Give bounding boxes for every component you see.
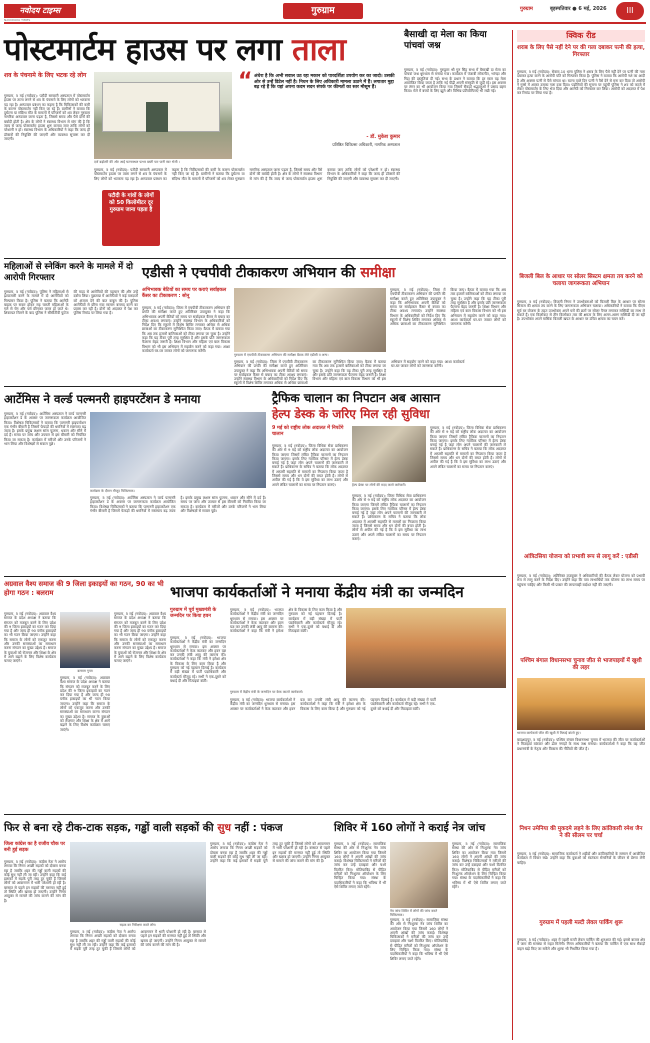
masthead-edition: गुरुग्राम: [520, 6, 533, 12]
bjp-headline: भाजपा कार्यकर्ताओं ने मनाया केंद्रीय मंत्री का जन्मदिन: [170, 583, 464, 601]
masthead-section: गुरुग्राम: [283, 3, 363, 19]
women-body: गुरुग्राम, 5 मई (नवोदय): पुलिस ने महिलाओं से झपटमारी करने के मामले में दो आरोपियों को गिरफ्तार किया है। पुलिस ने बताया कि आरोपी बाइक पर सवार होकर राह चलती महिलाओं के गले से चेन और पर्स छीनकर फरार हो जाते थे। शिकायत मिलने के बाद पुलिस ने सीसीटीवी फुटेज की मदद से आरोपियों की पहचान की और उन्हें दबोच लिया। पूछताछ में आरोपियों ने कई वारदातों को अंजाम देने की बात कबूल की है। पुलिस आरोपियों से छीना गया सामान बरामद करने का प्रयास कर रही है। दोनों को अदालत में पेश कर पुलिस रिमांड पर लिया गया है।: [4, 290, 138, 316]
vaccine-body-left: गुरुग्राम, 5 मई (नवोदय): जिला में एचपीवी टीकाकरण अभियान की प्रगति की समीक्षा करते हुए अतिरिक्त उपायुक्त ने कहा कि अभिभावक अपनी बेटियों को समय पर सर्वाइकल कैंसर से बचाव का टीका अवश्य लगवाएं। उन्होंने स्वास्थ्य विभाग के अधिकारियों को निर्देश दिए कि स्कूलों में विशेष शिविर लगाकर अधिक से अधिक छात्राओं का टीकाकरण सुनिश्चित किया जाए। बैठक में बताया गया कि अब तक हजारों बालिकाओं को टीका लगाया जा चुका है। उन्होंने कहा कि यह टीका पूरी तरह सुरक्षित है और इसके प्रति जागरूकता फैलाना बेहद जरूरी है। शिक्षा विभाग और महिला एवं बाल विकास विभाग को भी इस अभियान में सहयोग करने को कहा गया। आशा कार्यकर्ता घर-घर जाकर लोगों को जागरूक करेंगी।: [142, 306, 230, 353]
section-divider-2: [4, 386, 506, 387]
bjp-body-left: गुरुग्राम, 5 मई (नवोदय): भाजपा कार्यकर्ताओं ने केंद्रीय मंत्री का जन्मदिन धूमधाम से मनाया। इस अवसर पर कार्यकर्ताओं ने केक काटकर और हवन यज्ञ कर उनकी लंबी आयु की कामना की। कार्यकर्ताओं ने कहा कि मंत्री ने हमेशा क्षेत्र के विकास के लिए काम किया है और गुरुग्राम को नई पहचान दिलाई है। कार्यक्रम में बड़ी संख्या में पार्टी पदाधिकारी और कार्यकर्ता मौजूद रहे। सभी ने एक-दूसरे को बधाई दी और मिठाइयां बांटीं।: [170, 636, 226, 683]
agrawal-body-left: गुरुग्राम, 5 मई (नवोदय): अग्रवाल वैश्य समाज के प्रदेश अध्यक्ष ने बताया कि संगठन को मजबूत करने के लिए प्रदेश की 9 जिला इकाइयों का गठन कर दिया गया है और जल्द ही 90 ब्लॉक इकाइयों का भी गठन किया जाएगा। उन्होंने कहा कि समाज के लोगों को एकजुट करना और उनकी समस्याओं का समाधान करना संगठन का मुख्य उद्देश्य है। समाज के युवाओं को रोजगार और शिक्षा के क्षेत्र में आगे बढ़ाने के लिए विशेष कार्यक्रम चलाए जाएंगे।: [4, 612, 56, 664]
camp-body-right: गुरुग्राम, 5 मई (नवोदय): सामाजिक संस्था की ओर से निःशुल्क नेत्र जांच शिविर का आयोजन किया गया जिसमें 160 लोगों ने अपनी आंखों की जांच कराई। विशेषज्ञ चिकित्सकों ने मरीजों की जांच कर उन्हें दवाइयां और चश्मे वितरित किए। मोतियाबिंद से पीड़ित मरीजों को निःशुल्क ऑपरेशन के लिए चिन्हित किया गया। संस्था के पदाधिकारियों ने कहा कि भविष्य में भी ऐसे शिविर लगाए जाते रहेंगे।: [452, 842, 506, 889]
traffic-body-mid: गुरुग्राम, 5 मई (नवोदय): जिला विधिक सेवा प्राधिकरण की ओर से 9 मई को राष्ट्रीय लोक अदालत का आयोजन किया जाएगा जिसमें लंबित ट्रैफिक चालानों का निपटान किया जाएगा। इसके लिए न्यायिक परिसर में हेल्प डेस्क बनाई गई है जहां लोग अपने चालानों की जानकारी ले सकते हैं। प्राधिकरण के सचिव ने बताया कि लोक अदालत में आपसी सहमति से मामलों का निपटारा किया जाता है जिससे समय और धन दोनों की बचत होती है। लोगों से अपील की गई है कि वे इस सुविधा का लाभ उठाएं और अपने लंबित चालानों का समय पर निपटान कराएं।: [352, 494, 426, 541]
agrawal-headline: अग्रवाल वैश्य समाज की 9 जिला इकाइयों का गठन, 90 का भी होगा गठन : बलराम: [4, 580, 164, 597]
camp-story: [334, 818, 506, 1040]
quickread-item-6-body: गुरुग्राम, 5 मई (नवोदय): शहर में पहली मल्टी लेवल पार्किंग की शुरुआत की गई। इससे बाजार क्षेत्र में जाम की समस्या से राहत मिलेगी। निगम अधिकारियों ने बताया कि पार्किंग में एक साथ सैकड़ों वाहन खड़े किए जा सकेंगे और शुल्क भी निर्धारित किया गया है।: [517, 938, 645, 951]
roads-body-mid: गुरुग्राम, 5 मई (नवोदय): कांग्रेस नेता ने आरोप लगाया कि निगम अच्छी सड़कों को दोबारा बनवा रहा है जबकि शहर की गड्ढों वाली सड़कों की कोई सुध नहीं ली जा रही। उन्होंने कहा कि कई इलाकों में सड़कें पूरी तरह टूट चुकी हैं जिससे लोगों को आवागमन में भारी परेशानी हो रही है। बरसात से पहले इन सड़कों की मरम्मत नहीं हुई तो स्थिति और खराब हो जाएगी। उन्होंने निगम आयुक्त से मामले की जांच कराने की मांग की है।: [70, 930, 206, 952]
traffic-body-left: गुरुग्राम, 5 मई (नवोदय): जिला विधिक सेवा प्राधिकरण की ओर से 9 मई को राष्ट्रीय लोक अदालत का आयोजन किया जाएगा जिसमें लंबित ट्रैफिक चालानों का निपटान किया जाएगा। इसके लिए न्यायिक परिसर में हेल्प डेस्क बनाई गई है जहां लोग अपने चालानों की जानकारी ले सकते हैं। प्राधिकरण के सचिव ने बताया कि लोक अदालत में आपसी सहमति से मामलों का निपटारा किया जाता है जिससे समय और धन दोनों की बचत होती है। लोगों से अपील की गई है कि वे इस सुविधा का लाभ उठाएं और अपने लंबित चालानों का समय पर निपटान कराएं।: [272, 444, 348, 487]
page-number: III: [616, 2, 644, 20]
bjp-caption: गुरुग्राम में केंद्रीय मंत्री के जन्मदिन पर केक काटते कार्यकर्ता।: [230, 690, 304, 694]
artemis-headline: आर्टेमिस ने वर्ल्ड पल्मनरी हाइपरटेंशन डे मनाया: [4, 392, 201, 406]
vaccine-headline-highlight: समीक्षा: [360, 265, 396, 281]
quickread-item-6-headline: गुरुग्राम में पहली मल्टी लेवल पार्किंग शुरू: [539, 920, 623, 926]
bjp-body-bottom: गुरुग्राम, 5 मई (नवोदय): भाजपा कार्यकर्ताओं ने केंद्रीय मंत्री का जन्मदिन धूमधाम से मनाया। इस अवसर पर कार्यकर्ताओं ने केक काटकर और हवन यज्ञ कर उनकी लंबी आयु की कामना की। कार्यकर्ताओं ने कहा कि मंत्री ने हमेशा क्षेत्र के विकास के लिए काम किया है और गुरुग्राम को नई पहचान दिलाई है। कार्यक्रम में बड़ी संख्या में पार्टी पदाधिकारी और कार्यकर्ता मौजूद रहे। सभी ने एक-दूसरे को बधाई दी और मिठाइयां बांटीं।: [230, 698, 436, 711]
quickread-item-4-body: बादशाहपुर, 5 मई (नवोदय): पश्चिम बंगाल विधानसभा चुनाव में भाजपा की जीत पर कार्यकर्ताओं ने मिठाइयां बांटकर और ढोल नगाड़ों के साथ जश्न मनाया। कार्यकर्ताओं ने कहा कि यह जीत प्रधानमंत्री के नेतृत्व और विकास की नीतियों की जीत है।: [517, 738, 645, 751]
traffic-kicker: 9 मई को राष्ट्रीय लोक अदालत में निपटेंगे चालान: [272, 426, 344, 437]
quickread-item-3-body: गुरुग्राम, 5 मई (नवोदय): अतिरिक्त उपायुक्त ने अधिकारियों की बैठक लेकर योजना को प्रभावी रूप से लागू करने के निर्देश दिए। उन्होंने कहा कि पात्र लाभार्थियों तक योजना का लाभ समय पर पहुंचना चाहिए और किसी भी प्रकार की लापरवाही बर्दाश्त नहीं की जाएगी।: [517, 574, 645, 587]
section-divider-4: [4, 814, 506, 815]
roads-story: [4, 818, 330, 1040]
women-story: [4, 262, 138, 382]
bjp-body-mid: गुरुग्राम, 5 मई (नवोदय): भाजपा कार्यकर्ताओं ने केंद्रीय मंत्री का जन्मदिन धूमधाम से मनाया। इस अवसर पर कार्यकर्ताओं ने केक काटकर और हवन यज्ञ कर उनकी लंबी आयु की कामना की। कार्यकर्ताओं ने कहा कि मंत्री ने हमेशा क्षेत्र के विकास के लिए काम किया है और गुरुग्राम को नई पहचान दिलाई है। कार्यक्रम में बड़ी संख्या में पार्टी पदाधिकारी और कार्यकर्ता मौजूद रहे। सभी ने एक-दूसरे को बधाई दी और मिठाइयां बांटीं।: [230, 608, 342, 634]
camp-photo: [390, 842, 448, 908]
vaccine-body-mid: गुरुग्राम, 5 मई (नवोदय): जिला में एचपीवी टीकाकरण अभियान की प्रगति की समीक्षा करते हुए अतिरिक्त उपायुक्त ने कहा कि अभिभावक अपनी बेटियों को समय पर सर्वाइकल कैंसर से बचाव का टीका अवश्य लगवाएं। उन्होंने स्वास्थ्य विभाग के अधिकारियों को निर्देश दिए कि स्कूलों में विशेष शिविर लगाकर अधिक से अधिक छात्राओं का टीकाकरण सुनिश्चित किया जाए। बैठक में बताया गया कि अब तक हजारों बालिकाओं को टीका लगाया जा चुका है। उन्होंने कहा कि यह टीका पूरी तरह सुरक्षित है और इसके प्रति जागरूकता फैलाना बेहद जरूरी है। शिक्षा विभाग और महिला एवं बाल विकास विभाग को भी इस अभियान में सहयोग करने को कहा गया। आशा कार्यकर्ता घर-घर जाकर लोगों को जागरूक करेंगी।: [234, 360, 465, 386]
quote-author: - डॉ. मुकेश कुमार: [366, 134, 400, 140]
quickread-item-5-body: गुरुग्राम, 5 मई (नवोदय): सामाजिक कार्यकर्ता ने शहीदों और क्रांतिकारियों के सम्मान में आयोजित कार्यक्रम में विचार रखे। उन्होंने कहा कि युवाओं को स्वतंत्रता सेनानियों के जीवन से प्रेरणा लेनी चाहिए।: [517, 852, 645, 865]
quote-mark-icon: “: [238, 69, 253, 94]
roads-photo: [70, 842, 206, 922]
bjp-photo: [346, 608, 506, 688]
traffic-body-right: गुरुग्राम, 5 मई (नवोदय): जिला विधिक सेवा प्राधिकरण की ओर से 9 मई को राष्ट्रीय लोक अदालत का आयोजन किया जाएगा जिसमें लंबित ट्रैफिक चालानों का निपटान किया जाएगा। इसके लिए न्यायिक परिसर में हेल्प डेस्क बनाई गई है जहां लोग अपने चालानों की जानकारी ले सकते हैं। प्राधिकरण के सचिव ने बताया कि लोक अदालत में आपसी सहमति से मामलों का निपटारा किया जाता है जिससे समय और धन दोनों की बचत होती है। लोगों से अपील की गई है कि वे इस सुविधा का लाभ उठाएं और अपने लंबित चालानों का समय पर निपटान कराएं।: [430, 426, 506, 469]
masthead-tiny: NAVODAYA TIMES: [4, 18, 31, 22]
baisakhi-headline: बैसाखी दा मेला का किया पांचवां जश्न: [404, 30, 487, 51]
roads-headline-highlight: सुध: [217, 822, 232, 834]
agrawal-body-mid: गुरुग्राम, 5 मई (नवोदय): अग्रवाल वैश्य समाज के प्रदेश अध्यक्ष ने बताया कि संगठन को मजबूत करने के लिए प्रदेश की 9 जिला इकाइयों का गठन कर दिया गया है और जल्द ही 90 ब्लॉक इकाइयों का भी गठन किया जाएगा। उन्होंने कहा कि समाज के लोगों को एकजुट करना और उनकी समस्याओं का समाधान करना संगठन का मुख्य उद्देश्य है। समाज के युवाओं को रोजगार और शिक्षा के क्षेत्र में आगे बढ़ाने के लिए विशेष कार्यक्रम चलाए जाएंगे।: [60, 676, 110, 732]
quickread-item-2-body: गुरुग्राम, 5 मई (नवोदय): बिजली निगम ने उपभोक्ताओं को बिजली बिल के आधार पर सोलर सिस्टम की क्षमता तय करने के लिए जागरूकता अभियान चलाया। अधिकारियों ने बताया कि पीएम सूर्य घर योजना के तहत उपभोक्ता अपने घरों की छतों पर सोलर पैनल लगाकर सब्सिडी का लाभ ले सकते हैं। एक किलोवाट से तीन किलोवाट तक की क्षमता के लिए अलग-अलग सब्सिडी दी जा रही है। उपभोक्ता अपने मासिक बिजली खपत के आधार पर उचित क्षमता का चयन करें।: [517, 300, 645, 322]
camp-headline: शिविर में 160 लोगों ने कराई नेत्र जांच: [334, 822, 486, 834]
vaccine-body-right: गुरुग्राम, 5 मई (नवोदय): जिला में एचपीवी टीकाकरण अभियान की प्रगति की समीक्षा करते हुए अतिरिक्त उपायुक्त ने कहा कि अभिभावक अपनी बेटियों को समय पर सर्वाइकल कैंसर से बचाव का टीका अवश्य लगवाएं। उन्होंने स्वास्थ्य विभाग के अधिकारियों को निर्देश दिए कि स्कूलों में विशेष शिविर लगाकर अधिक से अधिक छात्राओं का टीकाकरण सुनिश्चित किया जाए। बैठक में बताया गया कि अब तक हजारों बालिकाओं को टीका लगाया जा चुका है। उन्होंने कहा कि यह टीका पूरी तरह सुरक्षित है और इसके प्रति जागरूकता फैलाना बेहद जरूरी है। शिक्षा विभाग और महिला एवं बाल विकास विभाग को भी इस अभियान में सहयोग करने को कहा गया। आशा कार्यकर्ता घर-घर जाकर लोगों को जागरूक करेंगी।: [390, 288, 506, 327]
roads-headline-suffix: नहीं : पंकज: [234, 822, 283, 834]
artemis-photo: [90, 412, 266, 488]
artemis-caption: कार्यक्रम के दौरान मौजूद चिकित्सक।: [90, 489, 135, 493]
main-headline: [4, 30, 400, 70]
camp-body-left: गुरुग्राम, 5 मई (नवोदय): सामाजिक संस्था की ओर से निःशुल्क नेत्र जांच शिविर का आयोजन किया गया जिसमें 160 लोगों ने अपनी आंखों की जांच कराई। विशेषज्ञ चिकित्सकों ने मरीजों की जांच कर उन्हें दवाइयां और चश्मे वितरित किए। मोतियाबिंद से पीड़ित मरीजों को निःशुल्क ऑपरेशन के लिए चिन्हित किया गया। संस्था के पदाधिकारियों ने कहा कि भविष्य में भी ऐसे शिविर लगाए जाते रहेंगे।: [334, 842, 386, 889]
traffic-caption: हेल्प डेस्क पर लोगों की मदद करते कर्मचारी।: [352, 483, 406, 487]
quickread-item-5-headline: निधन उमेनिया की मुकदमे लहने के लिए क्रांतिकारी रमेश जैन ने की सीलम पर चर्चा: [519, 826, 643, 839]
artemis-body-right: गुरुग्राम, 5 मई (नवोदय): आर्टेमिस अस्पताल ने वर्ल्ड पल्मनरी हाइपरटेंशन डे के अवसर पर जागरूकता कार्यक्रम आयोजित किया। विशेषज्ञ चिकित्सकों ने बताया कि पल्मनरी हाइपरटेंशन एक गंभीर बीमारी है जिसमें फेफड़ों की धमनियों में रक्तचाप बढ़ जाता है। इसके प्रमुख लक्षण सांस फूलना, थकान और सीने में दर्द हैं। समय पर जांच और उपचार से इस बीमारी को नियंत्रित किया जा सकता है। कार्यक्रम में मरीजों और उनके परिजनों ने भाग लिया और विशेषज्ञों से सवाल पूछे।: [90, 496, 266, 513]
quickread-item-4-photo: [517, 678, 645, 730]
quickread-item-2-headline: बिजली बिल के आधार पर सोलर सिस्टम क्षमता तय करने को चलाया जागरूकता अभियान: [519, 274, 643, 287]
vaccine-story: [142, 262, 506, 386]
traffic-headline: ट्रैफिक चालान का निपटान अब आसान: [272, 391, 441, 405]
roads-body-left: गुरुग्राम, 5 मई (नवोदय): कांग्रेस नेता ने आरोप लगाया कि निगम अच्छी सड़कों को दोबारा बनवा रहा है जबकि शहर की गड्ढों वाली सड़कों की कोई सुध नहीं ली जा रही। उन्होंने कहा कि कई इलाकों में सड़कें पूरी तरह टूट चुकी हैं जिससे लोगों को आवागमन में भारी परेशानी हो रही है। बरसात से पहले इन सड़कों की मरम्मत नहीं हुई तो स्थिति और खराब हो जाएगी। उन्होंने निगम आयुक्त से मामले की जांच कराने की मांग की है।: [4, 860, 66, 903]
vaccine-kicker: अभिभावक बेटियों का समय पर कराएं सर्वाइकल कैंसर का टीकाकरण : सोनू: [142, 288, 227, 299]
roads-caption: सड़क का निरीक्षण करते लोग।: [119, 923, 157, 927]
roads-headline: [4, 818, 330, 838]
agrawal-story: [4, 580, 166, 810]
main-headline-highlight: ताला: [291, 32, 346, 68]
section-divider-1: [4, 258, 506, 259]
camp-body-mid: गुरुग्राम, 5 मई (नवोदय): सामाजिक संस्था की ओर से निःशुल्क नेत्र जांच शिविर का आयोजन किया गया जिसमें 160 लोगों ने अपनी आंखों की जांच कराई। विशेषज्ञ चिकित्सकों ने मरीजों की जांच कर उन्हें दवाइयां और चश्मे वितरित किए। मोतियाबिंद से पीड़ित मरीजों को निःशुल्क ऑपरेशन के लिए चिन्हित किया गया। संस्था के पदाधिकारियों ने कहा कि भविष्य में भी ऐसे शिविर लगाए जाते रहेंगे।: [390, 918, 448, 961]
main-photo: [94, 72, 232, 159]
vaccine-caption: गुरुग्राम में एचपीवी टीकाकरण अभियान की समीक्षा बैठक लेते एडीसी व अन्य।: [234, 353, 329, 357]
artemis-story: [4, 390, 266, 572]
vaccine-photo: [234, 288, 386, 352]
baisakhi-body: गुरुग्राम, 5 मई (नवोदय): गुरुद्वारा श्री गुरु सिंह सभा में बैसाखी दा मेला का पांचवां जश्न धूमधाम से मनाया गया। कार्यक्रम में पंजाबी लोकगीत, भांगड़ा और गिद्दा की प्रस्तुतियां दी गईं। सभा के प्रधान ने बताया कि हर साल यह मेला आयोजित किया जाता है ताकि नई पीढ़ी अपनी संस्कृति से जुड़ी रहे। इस अवसर पर लंगर का भी आयोजन किया गया जिसमें सैकड़ों श्रद्धालुओं ने प्रसाद ग्रहण किया। मेले में बच्चों के लिए झूले और विभिन्न प्रतियोगिताएं भी रखी गईं।: [404, 68, 506, 94]
masthead: [0, 0, 650, 24]
bjp-kicker: गुरुग्राम में पूर्व मुख्यमंत्री के जन्मदिन पर किया हवन: [170, 608, 217, 619]
traffic-headline-2: हेल्प डेस्क के जरिए मिल रही सुविधा: [272, 407, 430, 421]
building-door: [146, 102, 168, 132]
masthead-rule: [4, 22, 646, 24]
main-kicker: शव के पंचनामे के लिए भटक रहे लोग: [4, 72, 87, 79]
camp-caption: नेत्र जांच शिविर में लोगों की जांच करते चिकित्सक।: [390, 909, 438, 917]
quickread-item-1-headline: शराब के लिए पैसे नहीं देने पर की गला दबाकर पत्नी की हत्या, गिरफ्तार: [517, 45, 645, 58]
artemis-body-left: गुरुग्राम, 5 मई (नवोदय): आर्टेमिस अस्पताल ने वर्ल्ड पल्मनरी हाइपरटेंशन डे के अवसर पर जागरूकता कार्यक्रम आयोजित किया। विशेषज्ञ चिकित्सकों ने बताया कि पल्मनरी हाइपरटेंशन एक गंभीर बीमारी है जिसमें फेफड़ों की धमनियों में रक्तचाप बढ़ जाता है। इसके प्रमुख लक्षण सांस फूलना, थकान और सीने में दर्द हैं। समय पर जांच और उपचार से इस बीमारी को नियंत्रित किया जा सकता है। कार्यक्रम में मरीजों और उनके परिजनों ने भाग लिया और विशेषज्ञों से सवाल पूछे।: [4, 412, 86, 447]
masthead-logo: नवोदय टाइम्स: [4, 4, 76, 18]
bjp-story: [170, 580, 506, 810]
women-headline: महिलाओं से स्नेकिंग करने के मामले में दो आरोपी गिरफ्तार: [4, 262, 133, 283]
agrawal-body-right: गुरुग्राम, 5 मई (नवोदय): अग्रवाल वैश्य समाज के प्रदेश अध्यक्ष ने बताया कि संगठन को मजबूत करने के लिए प्रदेश की 9 जिला इकाइयों का गठन कर दिया गया है और जल्द ही 90 ब्लॉक इकाइयों का भी गठन किया जाएगा। उन्होंने कहा कि समाज के लोगों को एकजुट करना और उनकी समस्याओं का समाधान करना संगठन का मुख्य उद्देश्य है। समाज के युवाओं को रोजगार और शिक्षा के क्षेत्र में आगे बढ़ाने के लिए विशेष कार्यक्रम चलाए जाएंगे।: [114, 612, 166, 664]
section-divider-3: [4, 576, 506, 577]
main-photo-caption: दर्ज बढ़ोतरी की ओर आई घटनास्थल पत्थर बस्ती पार पानी स्वर भेजी ।: [94, 160, 180, 164]
vaccine-headline-text: एडीसी ने एचपीवी टीकाकरण अभियान की: [142, 265, 356, 281]
traffic-photo: [352, 426, 426, 482]
agrawal-portrait: [60, 612, 110, 668]
main-body: गुरुग्राम, 5 मई (नवोदय): पटौदी सरकारी अस्पताल में पोस्टमार्टम हाउस पर ताला लगने से शव के पंचनामे के लिए लोगों को भटकना पड़ रहा है। अस्पताल प्रबंधन का कहना है कि चिकित्सकों की कमी के कारण पोस्टमार्टम नहीं किए जा रहे हैं। ग्रामीणों ने बताया कि दुर्घटना या संदिग्ध मौत के मामलों में परिजनों को शव लेकर गुरुग्राम नागरिक अस्पताल जाना पड़ता है, जिससे समय और पैसे दोनों की बर्बादी होती है। क्षेत्र के लोगों ने स्वास्थ्य विभाग से मांग की है कि जल्द से जल्द पोस्टमार्टम हाउस शुरू कराया जाए ताकि लोगों को परेशानी न हो। स्वास्थ्य विभाग के अधिकारियों ने कहा कि जल्द ही डॉक्टरों की नियुक्ति की जाएगी और व्यवस्था सुचारू कर दी जाएगी।: [4, 94, 90, 141]
main-headline-text: पोस्टमार्टम हाउस पर लगा: [4, 32, 292, 68]
roads-headline-text: फिर से बना रहे टीक-टाक सड़क, गड्ढों वाली सड़कों की: [4, 822, 214, 834]
quickread-item-1-body: गुरुग्राम, 5 मई (नवोदय): सेक्टर-10 थाना पुलिस ने शराब के लिए पैसे नहीं देने पर पत्नी की गला दबाकर हत्या करने के आरोपी पति को गिरफ्तार किया है। पुलिस ने बताया कि आरोपी नशे का आदी है और अक्सर पत्नी से पैसे मांगता था। घटना वाले दिन पत्नी ने पैसे देने से मना कर दिया तो आरोपी ने गुस्से में आकर उसका गला दबा दिया। पड़ोसियों की सूचना पर पहुंची पुलिस ने शव को कब्जे में लेकर पोस्टमार्टम के लिए भेज दिया और आरोपी को गिरफ्तार कर लिया। आरोपी को अदालत में पेश कर रिमांड पर लिया गया है।: [517, 70, 645, 96]
main-highlight-box: पटौदी के गांवों के लोगों को 50 किलोमीटर दूर गुरुग्राम जाना पड़ता है: [102, 190, 160, 246]
main-story: [4, 30, 400, 256]
quickread-item-3-headline: आंत्रिटसिया योजना को प्रभावी रूप से लागू करें : एडीसी: [523, 554, 639, 560]
quickread-item-4-headline: पश्चिम बंगाल विधानसभा चुनाव जीत से भाजपाइयों में खुशी की लहर: [520, 658, 642, 671]
agrawal-caption: बलराम गुप्ता: [77, 669, 93, 673]
quickread-column: [512, 30, 646, 1040]
quickread-title: क्विक रीड: [517, 30, 645, 42]
baisakhi-story: [404, 30, 506, 256]
vaccine-headline: [142, 262, 506, 284]
main-quote: अंधेरा है कि अभी सवाल उठ रहा मकान को पारदर्शिता उपयोग कर का जादो। उसकी ओर से उन्हें डिटेल नहीं है। निधन के लिए अधिकारी मामला उठाने में हैं। लगातार मुद्दा बढ़ रहे हैं कि यहां अपना कदम सदन संपर्क पर कीमतों का स्तर मौसूम हैं।: [254, 74, 395, 91]
traffic-story: [272, 390, 506, 572]
quickread-item-4-caption: भाजपा कार्यकर्ता जीत की खुशी में मिठाई बांटते हुए।: [517, 731, 581, 735]
roads-kicker: जिला कांग्रेस का है राजीव चौक पर बनी हुई सड़क: [4, 842, 65, 853]
masthead-date: बृहस्पतिवार ● 6 मई, 2026: [550, 6, 607, 12]
quote-role: प्रतिष्ठित चिकित्सा अधिकारी, नागरिक अस्पताल: [332, 142, 400, 147]
roads-body-right: गुरुग्राम, 5 मई (नवोदय): कांग्रेस नेता ने आरोप लगाया कि निगम अच्छी सड़कों को दोबारा बनवा रहा है जबकि शहर की गड्ढों वाली सड़कों की कोई सुध नहीं ली जा रही। उन्होंने कहा कि कई इलाकों में सड़कें पूरी तरह टूट चुकी हैं जिससे लोगों को आवागमन में भारी परेशानी हो रही है। बरसात से पहले इन सड़कों की मरम्मत नहीं हुई तो स्थिति और खराब हो जाएगी। उन्होंने निगम आयुक्त से मामले की जांच कराने की मांग की है।: [210, 842, 330, 864]
main-body-cont: गुरुग्राम, 5 मई (नवोदय): पटौदी सरकारी अस्पताल में पोस्टमार्टम हाउस पर ताला लगने से शव के पंचनामे के लिए लोगों को भटकना पड़ रहा है। अस्पताल प्रबंधन का कहना है कि चिकित्सकों की कमी के कारण पोस्टमार्टम नहीं किए जा रहे हैं। ग्रामीणों ने बताया कि दुर्घटना या संदिग्ध मौत के मामलों में परिजनों को शव लेकर गुरुग्राम नागरिक अस्पताल जाना पड़ता है, जिससे समय और पैसे दोनों की बर्बादी होती है। क्षेत्र के लोगों ने स्वास्थ्य विभाग से मांग की है कि जल्द से जल्द पोस्टमार्टम हाउस शुरू कराया जाए ताकि लोगों को परेशानी न हो। स्वास्थ्य विभाग के अधिकारियों ने कहा कि जल्द ही डॉक्टरों की नियुक्ति की जाएगी और व्यवस्था सुचारू कर दी जाएगी।: [94, 168, 400, 181]
